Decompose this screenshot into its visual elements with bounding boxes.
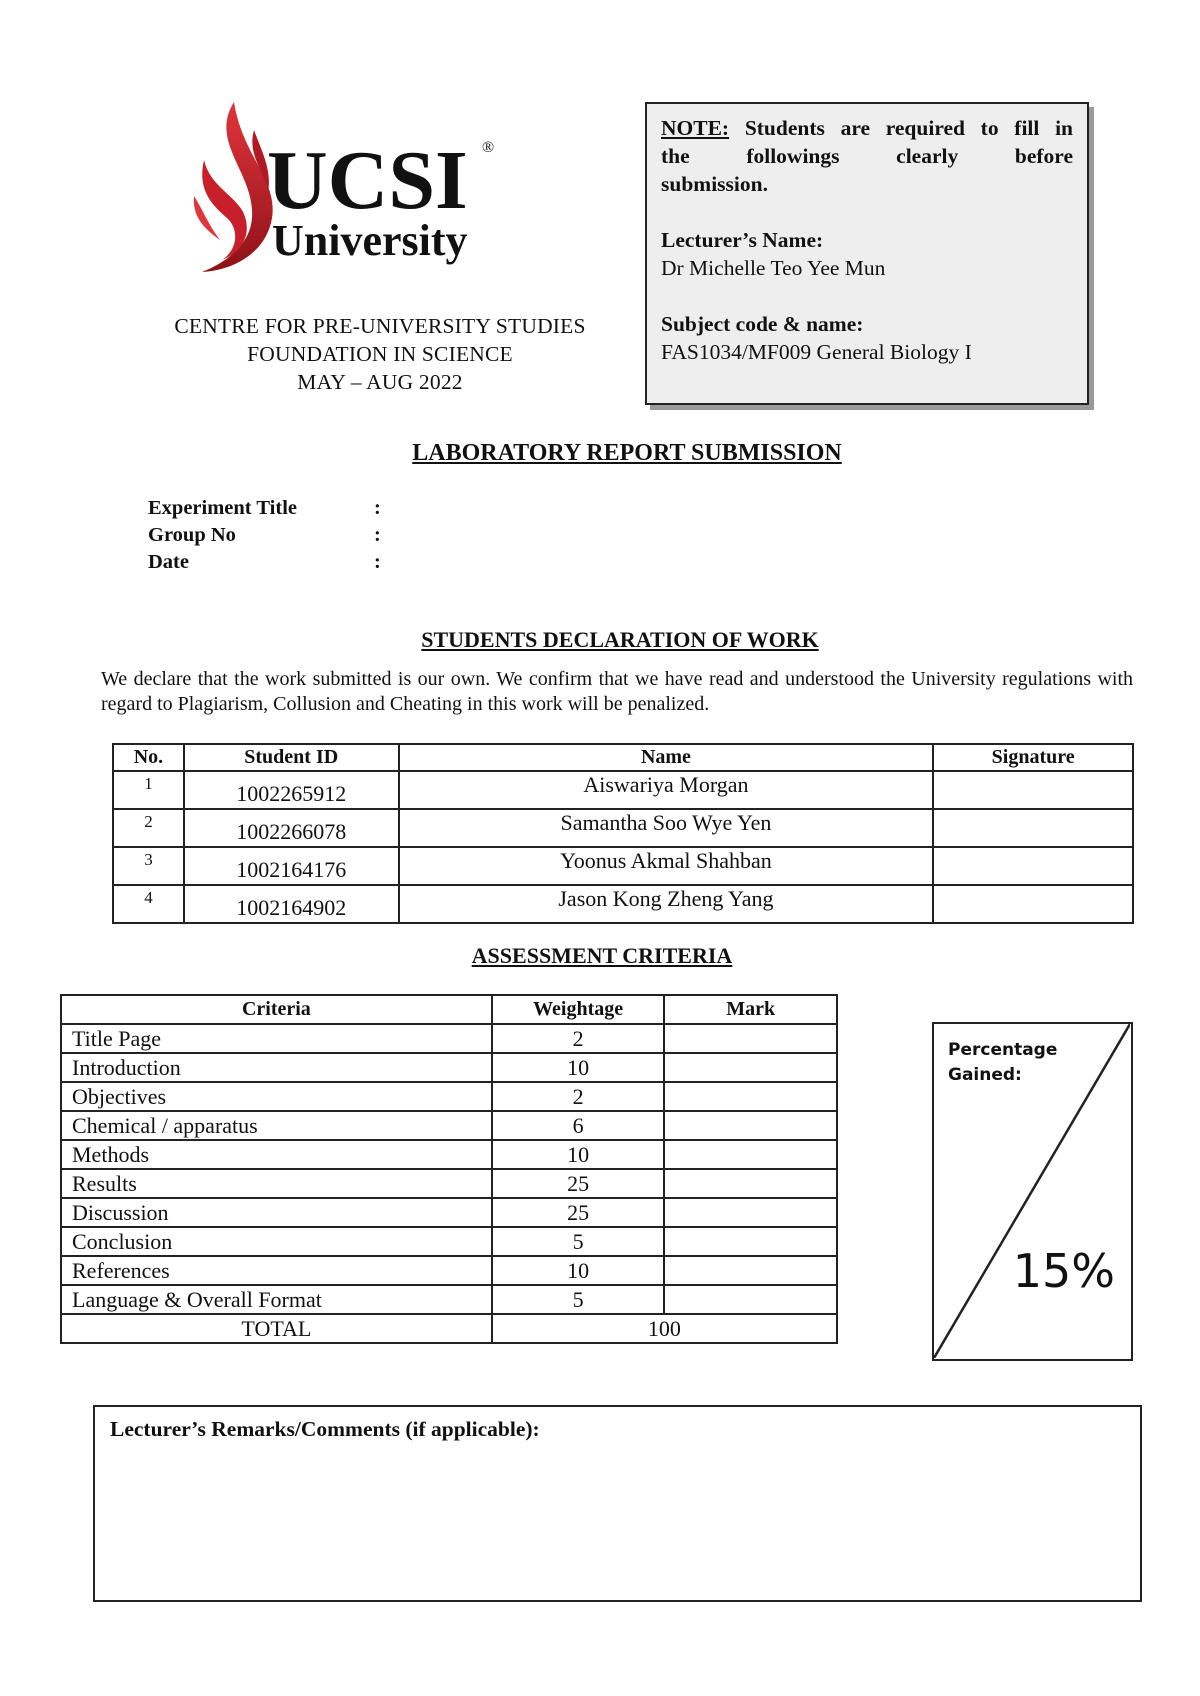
assessment-title: ASSESSMENT CRITERIA: [471, 943, 733, 968]
table-row: [61, 1140, 837, 1169]
note-heading: NOTE:: [661, 116, 730, 140]
criteria-weight: 2: [492, 1024, 665, 1053]
note-box: [645, 102, 1089, 405]
total-row: [61, 1314, 837, 1343]
note-text-3: submission.: [661, 172, 768, 196]
lecturer-label: Lecturer’s Name:: [661, 228, 824, 252]
criteria-weight: 5: [492, 1285, 665, 1314]
criteria-weight: 25: [492, 1169, 665, 1198]
table-row: [113, 771, 1133, 809]
criteria-mark[interactable]: [664, 1227, 837, 1256]
field-group-no[interactable]: [148, 522, 381, 549]
percentage-label-line1: Percentage: [948, 1040, 1058, 1060]
criteria-name: Language & Overall Format: [61, 1285, 492, 1314]
subject-label: Subject code & name:: [661, 312, 864, 336]
header-signature: Signature: [933, 744, 1133, 771]
students-table: [112, 743, 1134, 924]
table-row: [113, 809, 1133, 847]
note-text-2: the followings clearly before: [661, 144, 1073, 168]
svg-text:University: University: [272, 216, 468, 265]
table-row: [61, 1082, 837, 1111]
field-separator: :: [374, 497, 381, 519]
criteria-weight: 2: [492, 1082, 665, 1111]
svg-text:®: ®: [482, 139, 495, 156]
page-title: LABORATORY REPORT SUBMISSION: [412, 440, 842, 466]
criteria-name: References: [61, 1256, 492, 1285]
svg-text:UCSI: UCSI: [267, 134, 468, 227]
remarks-box[interactable]: [93, 1405, 1142, 1602]
student-no: 2: [113, 809, 184, 847]
field-separator: :: [374, 551, 381, 573]
student-id: 1002266078: [184, 809, 399, 847]
assessment-table: [60, 994, 838, 1344]
table-header-row: [113, 744, 1133, 771]
field-label: Experiment Title: [148, 497, 297, 519]
criteria-mark[interactable]: [664, 1082, 837, 1111]
ucsi-logo: [192, 100, 512, 285]
note-line-1: [661, 114, 1073, 142]
table-header-row: [61, 995, 837, 1024]
student-signature[interactable]: [933, 885, 1133, 923]
declaration-text: We declare that the work submitted is our own. We confirm that we have read and understood the University regulations with regard to Plagiarism, Collusion and Cheating in this work will be penalized.: [101, 668, 1133, 715]
header-criteria: Criteria: [61, 995, 492, 1024]
criteria-weight: 5: [492, 1227, 665, 1256]
header-no: No.: [113, 744, 184, 771]
flame-icon: [192, 100, 512, 285]
criteria-name: Methods: [61, 1140, 492, 1169]
header-student-id: Student ID: [184, 744, 399, 771]
declaration-title: STUDENTS DECLARATION OF WORK: [421, 627, 819, 652]
total-value: 100: [492, 1314, 837, 1343]
student-id: 1002164176: [184, 847, 399, 885]
table-row: [61, 1024, 837, 1053]
table-row: [61, 1198, 837, 1227]
percentage-label: [948, 1038, 1057, 1088]
criteria-name: Discussion: [61, 1198, 492, 1227]
student-signature[interactable]: [933, 847, 1133, 885]
total-label: TOTAL: [61, 1314, 492, 1343]
student-name: Aiswariya Morgan: [399, 771, 934, 809]
student-name: Jason Kong Zheng Yang: [399, 885, 934, 923]
criteria-mark[interactable]: [664, 1053, 837, 1082]
note-text-1: Students are required to fill in: [744, 116, 1074, 140]
institution-block: [120, 312, 640, 396]
criteria-mark[interactable]: [664, 1024, 837, 1053]
table-row: [61, 1256, 837, 1285]
table-row: [113, 885, 1133, 923]
field-label: Date: [148, 551, 189, 573]
field-separator: :: [374, 524, 381, 546]
institution-line-semester: MAY – AUG 2022: [297, 370, 463, 394]
criteria-name: Chemical / apparatus: [61, 1111, 492, 1140]
criteria-name: Introduction: [61, 1053, 492, 1082]
table-row: [61, 1111, 837, 1140]
criteria-weight: 10: [492, 1140, 665, 1169]
remarks-label: Lecturer’s Remarks/Comments (if applicable):: [110, 1417, 540, 1441]
criteria-mark[interactable]: [664, 1169, 837, 1198]
student-signature[interactable]: [933, 771, 1133, 809]
table-row: [113, 847, 1133, 885]
percentage-box: [932, 1022, 1133, 1361]
institution-line-programme: FOUNDATION IN SCIENCE: [247, 342, 513, 366]
student-no: 1: [113, 771, 184, 809]
header-weightage: Weightage: [492, 995, 665, 1024]
student-no: 3: [113, 847, 184, 885]
lecturer-name: Dr Michelle Teo Yee Mun: [661, 256, 886, 280]
criteria-mark[interactable]: [664, 1140, 837, 1169]
table-row: [61, 1053, 837, 1082]
institution-line-centre: CENTRE FOR PRE-UNIVERSITY STUDIES: [174, 314, 586, 338]
header-mark: Mark: [664, 995, 837, 1024]
table-row: [61, 1227, 837, 1256]
criteria-weight: 10: [492, 1053, 665, 1082]
table-row: [61, 1285, 837, 1314]
criteria-mark[interactable]: [664, 1111, 837, 1140]
field-label: Group No: [148, 524, 236, 546]
student-id: 1002265912: [184, 771, 399, 809]
field-date[interactable]: [148, 549, 381, 576]
criteria-weight: 10: [492, 1256, 665, 1285]
percentage-value: 15%: [1012, 1244, 1115, 1298]
student-name: Samantha Soo Wye Yen: [399, 809, 934, 847]
student-name: Yoonus Akmal Shahban: [399, 847, 934, 885]
percentage-label-line2: Gained:: [948, 1065, 1022, 1085]
report-fields: [148, 495, 381, 576]
table-row: [61, 1169, 837, 1198]
student-no: 4: [113, 885, 184, 923]
criteria-name: Objectives: [61, 1082, 492, 1111]
student-id: 1002164902: [184, 885, 399, 923]
criteria-mark[interactable]: [664, 1198, 837, 1227]
field-experiment-title[interactable]: [148, 495, 381, 522]
student-signature[interactable]: [933, 809, 1133, 847]
criteria-mark[interactable]: [664, 1256, 837, 1285]
criteria-name: Results: [61, 1169, 492, 1198]
subject-value: FAS1034/MF009 General Biology I: [661, 340, 972, 364]
criteria-name: Conclusion: [61, 1227, 492, 1256]
criteria-mark[interactable]: [664, 1285, 837, 1314]
header-name: Name: [399, 744, 934, 771]
criteria-name: Title Page: [61, 1024, 492, 1053]
criteria-weight: 6: [492, 1111, 665, 1140]
criteria-weight: 25: [492, 1198, 665, 1227]
